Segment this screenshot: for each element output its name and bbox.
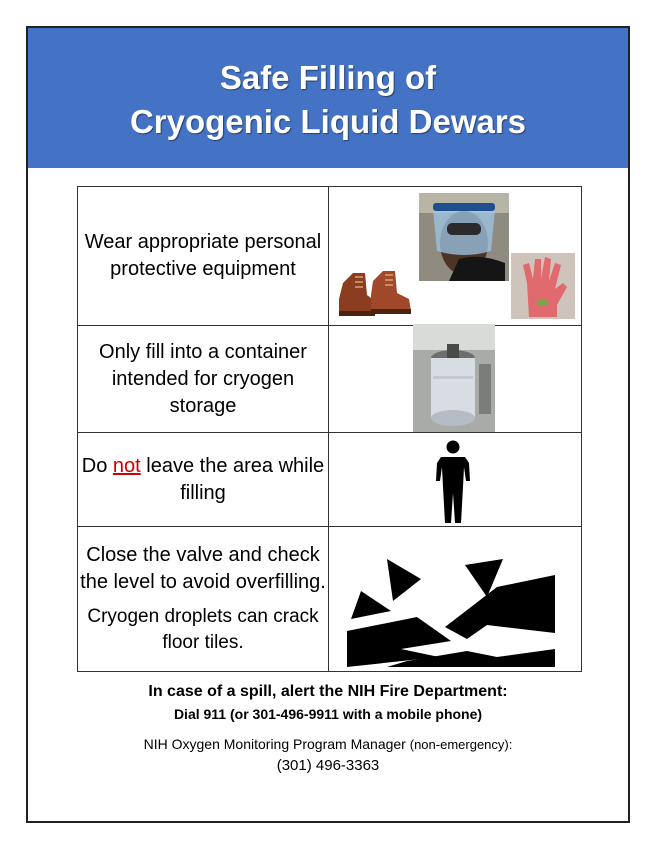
table-row	[78, 433, 582, 527]
title-line-2: Cryogenic Liquid Dewars	[129, 103, 527, 140]
manager-line	[28, 736, 628, 752]
stay-emphasis-not: not	[112, 454, 141, 477]
instruction-container: Only fill into a container intended for cryogen storage	[78, 326, 329, 433]
face-shield-photo	[419, 193, 509, 281]
instruction-valve	[78, 527, 329, 672]
spill-heading: In case of a spill, alert the NIH Fire Department:	[148, 683, 508, 700]
instruction-stay	[78, 433, 329, 527]
container-image-cell	[329, 326, 582, 433]
stay-image-cell	[329, 433, 582, 527]
poster-frame	[26, 26, 630, 823]
stay-text-before: Do	[81, 454, 113, 477]
manager-phone: (301) 496-3363	[276, 757, 380, 774]
cryogenic-glove-photo	[511, 253, 575, 319]
instruction-ppe: Wear appropriate personal protective equipment	[78, 187, 329, 326]
standing-person-silhouette	[433, 439, 473, 525]
spill-phone: Dial 911 (or 301-496-9911 with a mobile phone)	[173, 706, 483, 722]
instructions-table	[77, 186, 582, 672]
stay-text-after: leave the area while filling	[140, 454, 325, 504]
valve-subtext: Cryogen droplets can crack floor tiles.	[87, 606, 319, 653]
cracked-tile-graphic	[347, 553, 555, 667]
valve-main-text: Close the valve and check the level to avoid overfilling.	[80, 544, 326, 593]
work-boots-photo	[335, 263, 415, 321]
table-row	[78, 527, 582, 672]
table-row	[78, 187, 582, 326]
title-line-1: Safe Filling of	[219, 59, 437, 96]
crack-image-cell	[329, 527, 582, 672]
manager-note: (non-emergency):	[409, 737, 513, 752]
table-row	[78, 326, 582, 433]
manager-label: NIH Oxygen Monitoring Program Manager	[143, 736, 406, 752]
ppe-images	[329, 187, 582, 326]
cryogen-dewar-photo	[413, 324, 495, 432]
title-banner	[28, 28, 628, 168]
